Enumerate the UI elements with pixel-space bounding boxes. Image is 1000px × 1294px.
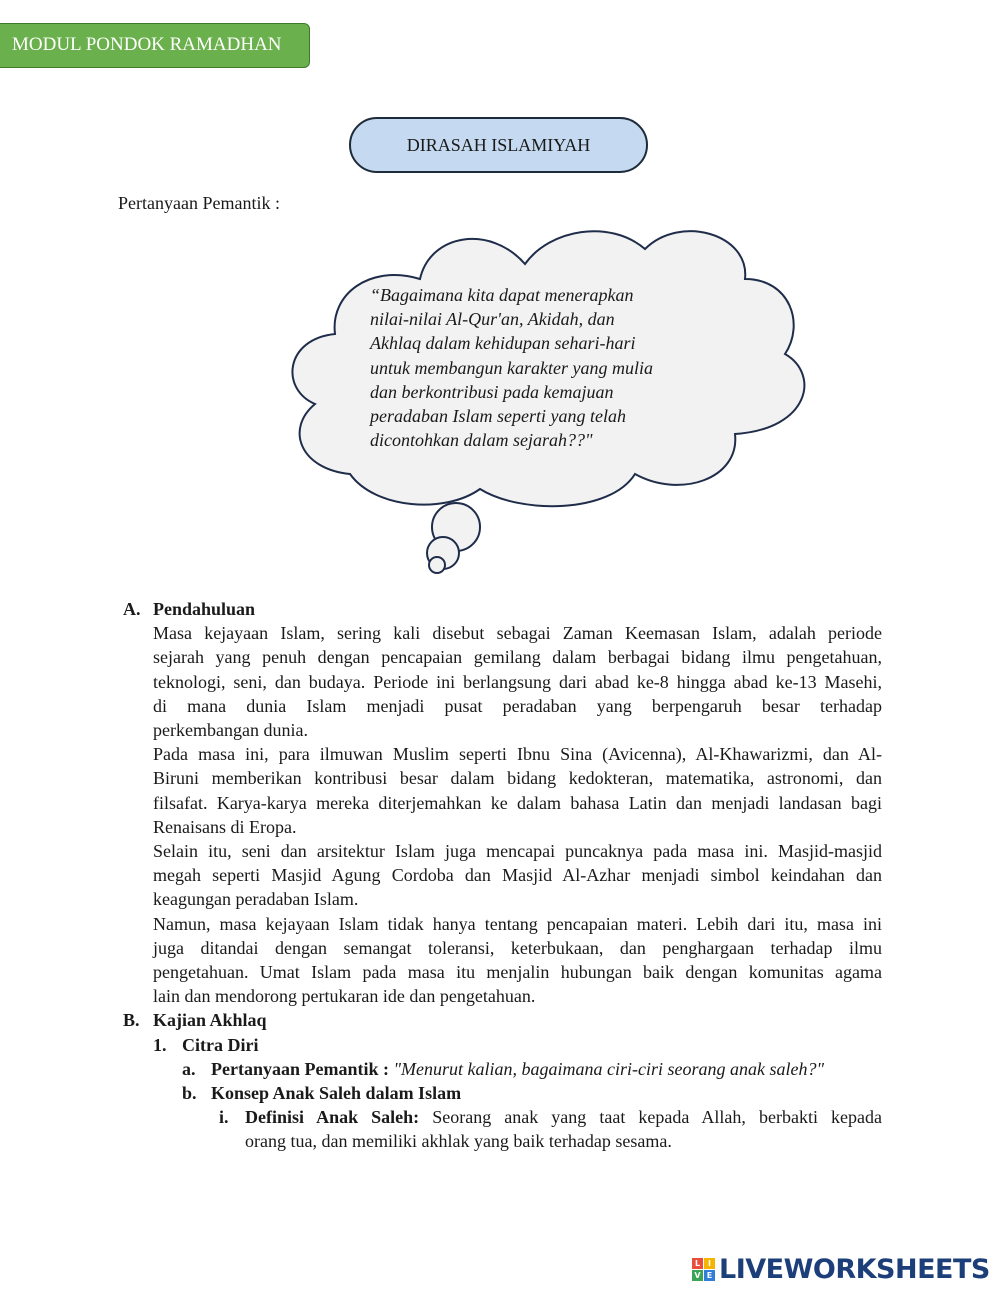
item-i-label: Definisi Anak Saleh: [245, 1107, 420, 1128]
cloud-line: untuk membangun karakter yang mulia [370, 357, 653, 378]
item-a-label: Pertanyaan Pemantik : [211, 1058, 389, 1079]
sub1-marker: 1. [153, 1034, 167, 1055]
paragraph-line: keagungan peradaban Islam. [153, 889, 359, 910]
paragraph-line: teknologi, seni, dan budaya. Periode ini berlangsung dari abad ke-8 hingga abad ke-13 Masehi, [153, 671, 882, 692]
cloud-line: dan berkontribusi pada kemajuan [370, 381, 614, 402]
paragraph-line: Namun, masa kejayaan Islam tidak hanya tentang pencapaian materi. Lebih dari itu, masa ini [153, 913, 882, 934]
cloud-line: Akhlaq dalam kehidupan sehari-hari [370, 333, 636, 354]
logo-letter-e: E [704, 1270, 715, 1281]
item-a [0, 1057, 1000, 1081]
section-a-paragraph-2 [153, 742, 882, 839]
paragraph-line: pengetahuan. Umat Islam pada masa itu menjalin hubungan baik dengan komunitas agama [153, 962, 882, 983]
paragraph-line: Biruni memberikan kontribusi besar dalam bidang kedokteran, matematika, astronomi, dan [153, 768, 882, 789]
item-b-title: Konsep Anak Saleh dalam Islam [211, 1083, 462, 1103]
paragraph-line: perkembangan dunia. [153, 720, 308, 740]
section-b-marker: B. [123, 1010, 140, 1031]
paragraph-line: juga ditandai dengan semangat toleransi, keterbukaan, dan penghargaan terhadap ilmu [153, 937, 882, 958]
item-i-marker: i. [219, 1107, 229, 1128]
pemantik-label: Pertanyaan Pemantik : [118, 193, 280, 213]
paragraph-line: Masa kejayaan Islam, sering kali disebut sebagai Zaman Keemasan Islam, adalah periode [153, 623, 882, 644]
section-a-paragraph-3 [153, 839, 882, 912]
logo-letter-i: I [704, 1258, 715, 1269]
paragraph-line: Selain itu, seni dan arsitektur Islam juga mencapai puncaknya pada masa ini. Masjid-masjid [153, 841, 882, 862]
item-i [0, 1105, 1000, 1153]
cloud-line: nilai-nilai Al-Qur'an, Akidah, dan [370, 309, 615, 330]
liveworksheets-logo [692, 1252, 990, 1286]
section-a-marker: A. [123, 599, 141, 619]
paragraph-line: Pada masa ini, para ilmuwan Muslim seperti Ibnu Sina (Avicenna), Al-Khawarizmi, dan Al- [153, 744, 882, 765]
sub1-heading [0, 1033, 1000, 1057]
paragraph-line: sejarah yang penuh dengan pencapaian gemilang dalam berbagai bidang ilmu pengetahuan, [153, 647, 882, 668]
section-b-title: Kajian Akhlaq [153, 1010, 267, 1031]
logo-letter-v: V [692, 1270, 703, 1281]
paragraph-line: di mana dunia Islam menjadi pusat peradaban yang berpengaruh besar terhadap [153, 695, 882, 716]
thought-bubble-small [429, 557, 445, 573]
logo-text: LIVEWORKSHEETS [719, 1253, 990, 1285]
main-content [0, 597, 1000, 1154]
paragraph-line: lain dan mendorong pertukaran ide dan pengetahuan. [153, 986, 536, 1007]
section-a-title: Pendahuluan [153, 599, 256, 619]
logo-mark-icon [692, 1258, 715, 1281]
page-title: DIRASAH ISLAMIYAH [349, 117, 648, 173]
cloud-line: “Bagaimana kita dapat menerapkan [370, 285, 634, 305]
item-b [0, 1081, 1000, 1105]
logo-letter-l: L [692, 1258, 703, 1269]
paragraph-line: megah seperti Masjid Agung Cordoba dan Masjid Al-Azhar menjadi simbol keindahan dan [153, 865, 882, 886]
cloud-line: dicontohkan dalam sejarah??" [370, 430, 593, 451]
item-i-text: Seorang anak yang taat kepada Allah, berbakti kepada [432, 1107, 882, 1128]
section-a-paragraph-1 [153, 621, 882, 742]
paragraph-line: Renaisans di Eropa. [153, 816, 297, 837]
item-i-body [245, 1105, 882, 1153]
item-i-line: orang tua, dan memiliki akhlak yang baik terhadap sesama. [245, 1131, 672, 1152]
section-b-heading [0, 1008, 1000, 1032]
section-a-paragraph-4 [153, 912, 882, 1009]
paragraph-line: filsafat. Karya-karya mereka diterjemahkan ke dalam bahasa Latin dan menjadi landasan bagi [153, 792, 882, 813]
cloud-question [370, 283, 700, 452]
item-b-marker: b. [182, 1083, 197, 1103]
item-a-marker: a. [182, 1058, 196, 1079]
item-a-question: "Menurut kalian, bagaimana ciri-ciri seorang anak saleh?" [393, 1058, 825, 1079]
sub1-title: Citra Diri [182, 1034, 259, 1055]
section-a-heading [0, 597, 1000, 621]
item-i-line [245, 1105, 882, 1129]
cloud-line: peradaban Islam seperti yang telah [370, 406, 626, 427]
module-label-tab: MODUL PONDOK RAMADHAN [0, 23, 310, 68]
